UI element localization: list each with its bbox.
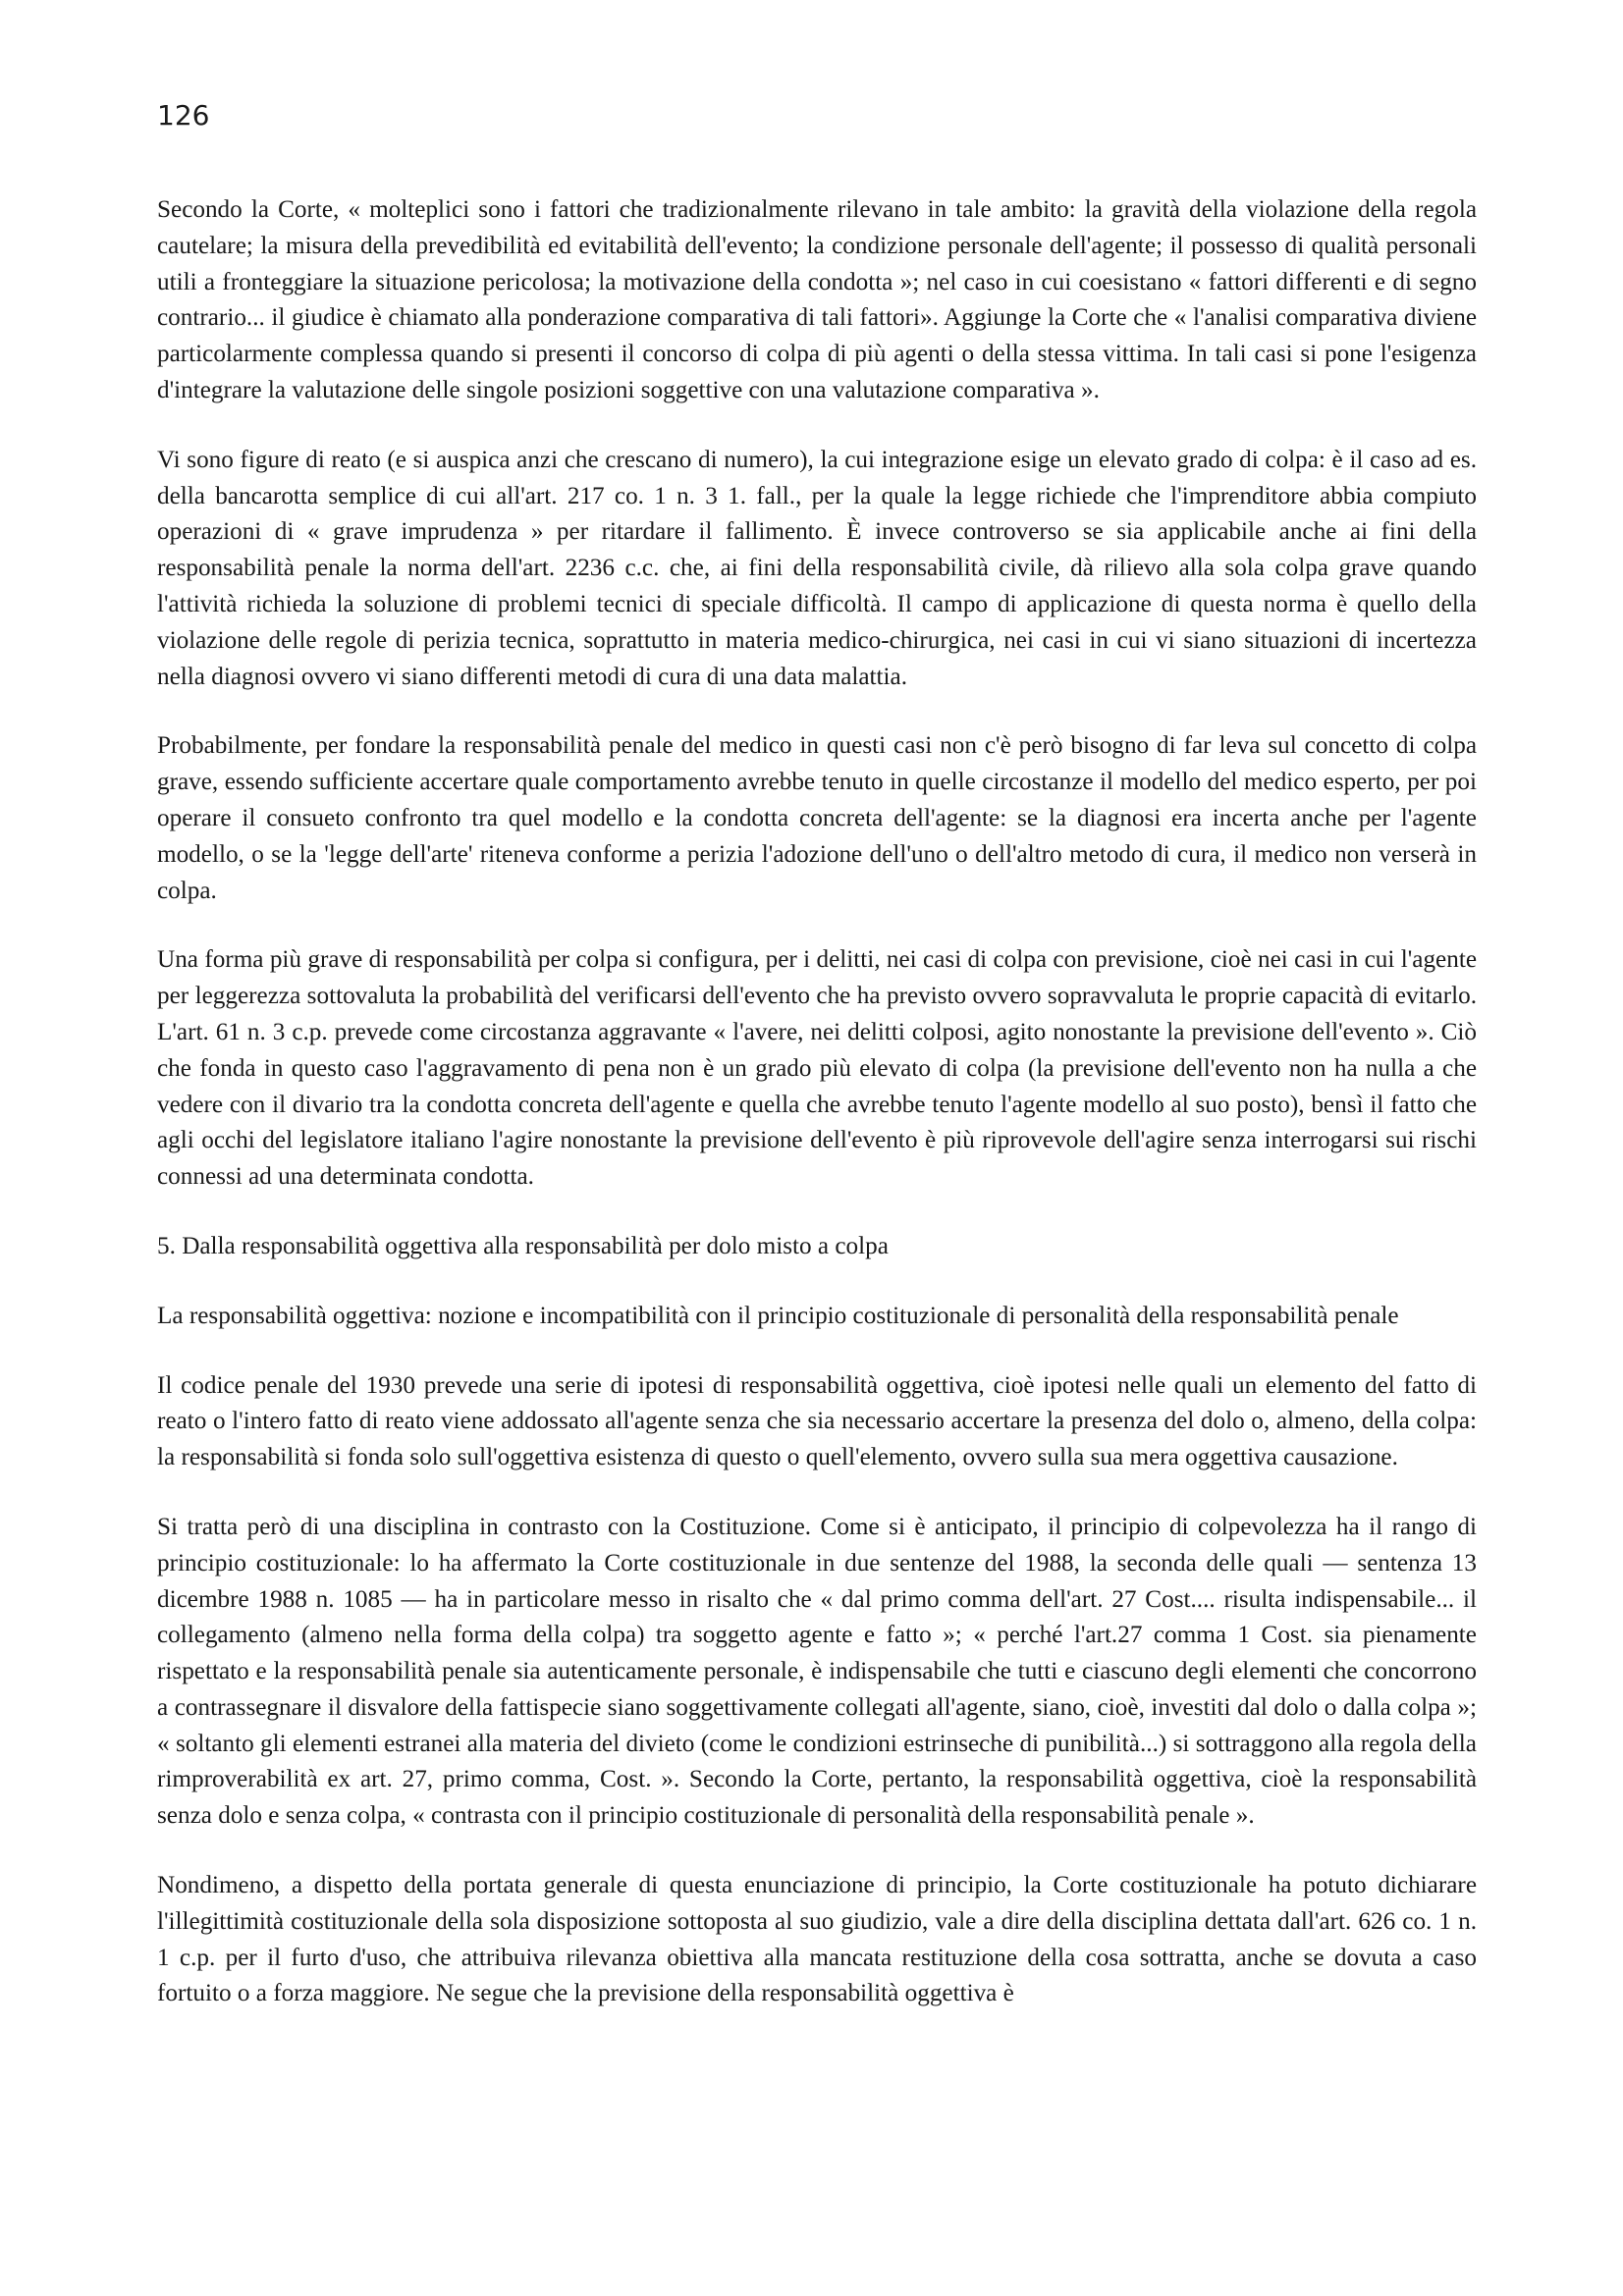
body-paragraph: Secondo la Corte, « molteplici sono i fattori che tradizionalmente rilevano in tale ambito: la gravità della violazione della regola cautelare; la misura della prevedibilità ed evitabilità dell'evento; la condizione personale dell'agente; il possesso di qualità personali utili a fronteggiare la situazione pericolosa; la motivazione della condotta »; nel caso in cui coesistano « fattori differenti e di segno contrario... il giudice è chiamato alla ponderazione comparativa di tali fattori». Aggiunge la Corte che « l'analisi comparativa diviene particolarmente complessa quando si presenti il concorso di colpa di più agenti o della stessa vittima. In tali casi si pone l'esigenza d'integrare la valutazione delle singole posizioni soggettive con una valutazione comparativa ». [157, 196, 1477, 403]
section-heading: 5. Dalla responsabilità oggettiva alla responsabilità per dolo misto a colpa [157, 1232, 889, 1259]
body-paragraph: Probabilmente, per fondare la responsabilità penale del medico in questi casi non c'è però bisogno di far leva sul concetto di colpa grave, essendo sufficiente accertare quale comportamento avrebbe tenuto in quelle circostanze il modello del medico esperto, per poi operare il consueto confronto tra quel modello e la condotta concreta dell'agente: se la diagnosi era incerta anche per l'agente modello, o se la 'legge dell'arte' riteneva conforme a perizia l'adozione dell'uno o dell'altro metodo di cura, il medico non verserà in colpa. [157, 732, 1477, 904]
body-paragraph: Una forma più grave di responsabilità per colpa si configura, per i delitti, nei casi di colpa con previsione, cioè nei casi in cui l'agente per leggerezza sottovaluta la probabilità del verificarsi dell'evento che ha previsto ovvero sopravvaluta le proprie capacità di evitarlo. L'art. 61 n. 3 c.p. prevede come circostanza aggravante « l'avere, nei delitti colposi, agito nonostante la previsione dell'evento ». Ciò che fonda in questo caso l'aggravamento di pena non è un grado più elevato di colpa (la previsione dell'evento non ha nulla a che vedere con il divario tra la condotta concreta dell'agente e quella che avrebbe tenuto l'agente modello al suo posto), bensì il fatto che agli occhi del legislatore italiano l'agire nonostante la previsione dell'evento è più riprovevole dell'agire senza interrogarsi sui rischi connessi ad una determinata condotta. [157, 946, 1477, 1191]
page-number: 126 [157, 99, 210, 132]
page-body [157, 192, 1477, 2046]
body-paragraph: Si tratta però di una disciplina in contrasto con la Costituzione. Come si è anticipato, il principio di colpevolezza ha il rango di principio costituzionale: lo ha affermato la Corte costituzionale in due sentenze del 1988, la seconda delle quali — sentenza 13 dicembre 1988 n. 1085 — ha in particolare messo in risalto che « dal primo comma dell'art. 27 Cost.... risulta indispensabile... il collegamento (almeno nella forma della colpa) tra soggetto agente e fatto »; « perché l'art.27 comma 1 Cost. sia pienamente rispettato e la responsabilità penale sia autenticamente personale, è indispensabile che tutti e ciascuno degli elementi che concorrono a contrassegnare il disvalore della fattispecie siano soggettivamente collegati all'agente, siano, cioè, investiti dal dolo o dalla colpa »; « soltanto gli elementi estranei alla materia del divieto (come le condizioni estrinseche di punibilità...) si sottraggono alla regola della rimproverabilità ex art. 27, primo comma, Cost. ». Secondo la Corte, pertanto, la responsabilità oggettiva, cioè la responsabilità senza dolo e senza colpa, « contrasta con il principio costituzionale di personalità della responsabilità penale ». [157, 1513, 1477, 1830]
body-paragraph: Nondimeno, a dispetto della portata generale di questa enunciazione di principio, la Corte costituzionale ha potuto dichiarare l'illegittimità costituzionale della sola disposizione sottoposta al suo giudizio, vale a dire della disciplina dettata dall'art. 626 co. 1 n. 1 c.p. per il furto d'uso, che attribuiva rilevanza obiettiva alla mancata restituzione della cosa sottratta, anche se dovuta a caso fortuito o a forza maggiore. Ne segue che la previsione della responsabilità oggettiva è [157, 1872, 1477, 2007]
body-paragraph: Il codice penale del 1930 prevede una serie di ipotesi di responsabilità oggettiva, cioè ipotesi nelle quali un elemento del fatto di reato o l'intero fatto di reato viene addossato all'agente senza che sia necessario accertare la presenza del dolo o, almeno, della colpa: la responsabilità si fonda solo sull'oggettiva esistenza di questo o quell'elemento, ovvero sulla sua mera oggettiva causazione. [157, 1371, 1477, 1471]
body-paragraph: Vi sono figure di reato (e si auspica anzi che crescano di numero), la cui integrazione esige un elevato grado di colpa: è il caso ad es. della bancarotta semplice di cui all'art. 217 co. 1 n. 3 1. fall., per la quale la legge richiede che l'imprenditore abbia compiuto operazioni di « grave imprudenza » per ritardare il fallimento. È invece controverso se sia applicabile anche ai fini della responsabilità penale la norma dell'art. 2236 c.c. che, ai fini della responsabilità civile, dà rilievo alla sola colpa grave quando l'attività richieda la soluzione di problemi tecnici di speciale difficoltà. Il campo di applicazione di questa norma è quello della violazione delle regole di perizia tecnica, soprattutto in materia medico-chirurgica, nei casi in cui vi siano situazioni di incertezza nella diagnosi ovvero vi siano differenti metodi di cura di una data malattia. [157, 446, 1477, 690]
subsection-heading: La responsabilità oggettiva: nozione e incompatibilità con il principio costituzionale di personalità della responsabilità penale [157, 1302, 1399, 1329]
